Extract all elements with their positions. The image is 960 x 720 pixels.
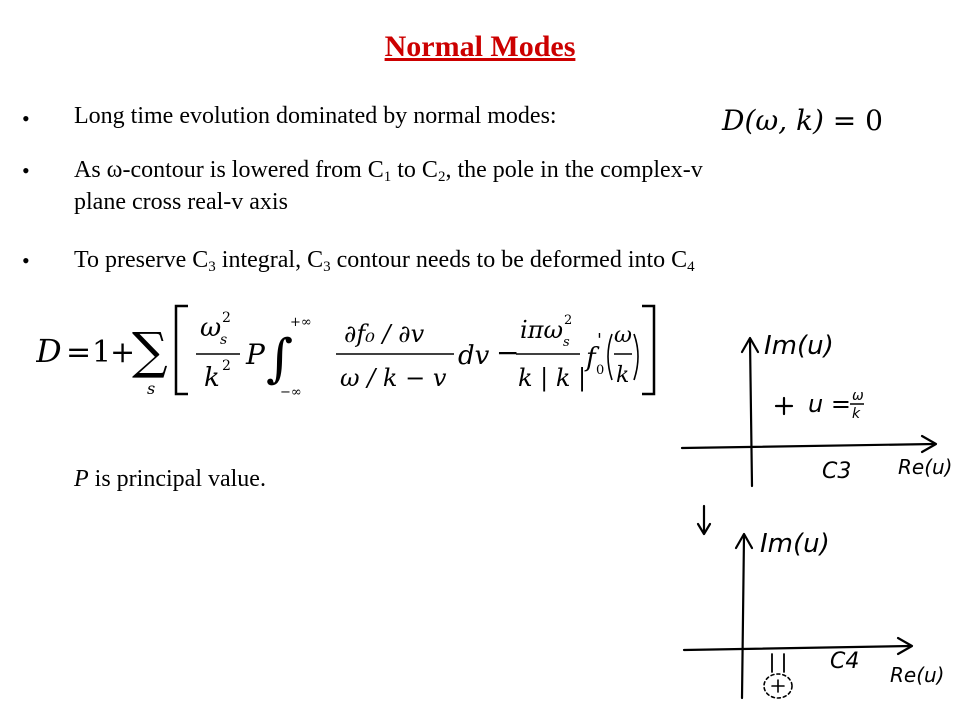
bullet-marker: • [22, 106, 30, 131]
arg-denominator: k [616, 363, 630, 388]
inline-equation [722, 104, 883, 137]
integral-lower-limit: −∞ [280, 385, 302, 400]
frac3-denominator: k | k | [518, 364, 587, 392]
principal-value-note [74, 466, 266, 493]
bullet-text-2-line2: plane cross real-v axis [74, 189, 288, 215]
dv: dv [458, 341, 490, 371]
subscript: 2 [437, 169, 446, 185]
term1-num-sup: 2 [222, 310, 231, 326]
contour-detour [772, 654, 784, 672]
contour-c4-label: C4 [830, 649, 860, 674]
left-paren [608, 334, 612, 380]
pole-frac-num: ω [852, 388, 864, 404]
frac2-denominator: ω / k − v [340, 364, 447, 392]
integral-sign: ∫ [266, 329, 294, 389]
eq-d: D [36, 332, 62, 370]
f0-sub: 0 [596, 363, 605, 378]
text-run: As [74, 157, 107, 183]
text-run: to C [391, 157, 438, 183]
text-run: contour needs to be deformed into C [330, 247, 688, 273]
bullet-text-2 [74, 154, 703, 186]
imag-axis-top [750, 340, 752, 486]
contour-sketch [664, 320, 960, 720]
f0-prime: ' [597, 330, 602, 351]
principal-p: P [246, 338, 265, 371]
right-paren [634, 334, 638, 380]
frac3-num-sup: 2 [564, 313, 573, 328]
real-axis-bottom [684, 646, 910, 650]
left-bracket [176, 306, 188, 394]
summation-sign: ∑ [132, 322, 168, 380]
subscript: 3 [208, 259, 216, 275]
inline-eq-d: D [722, 104, 745, 137]
frac2-numerator: ∂f₀ / ∂v [344, 320, 425, 348]
text-run: To preserve C [74, 247, 209, 273]
dispersion-equation [36, 298, 656, 402]
real-axis-top [682, 444, 934, 448]
subscript: 4 [687, 259, 695, 275]
inline-eq-rhs: = 0 [823, 104, 883, 137]
re-u-label-bottom: Re(u) [890, 663, 945, 687]
eq-minus: − [496, 336, 520, 369]
bullet-text-1: Long time evolution dominated by normal modes: [74, 103, 557, 129]
text-run: integral, C [215, 247, 324, 273]
bullet-text-3 [74, 244, 695, 276]
im-u-label-bottom: Im(u) [760, 529, 830, 559]
slide-title: Normal Modes [384, 30, 576, 63]
pole-marker [776, 398, 792, 414]
principal-p-text: P [74, 466, 89, 492]
term1-denominator: k [204, 363, 220, 393]
omega-symbol: ω [106, 157, 123, 183]
bullet-marker: • [22, 158, 30, 183]
term1-numerator: ω [200, 313, 222, 343]
right-bracket [642, 306, 654, 394]
f0: f [586, 343, 596, 373]
eq-one: 1 [92, 335, 112, 370]
text-run: is principal value. [88, 466, 266, 492]
integral-upper-limit: +∞ [290, 315, 312, 330]
pole-label: u = [808, 390, 851, 418]
term1-num-sub: s [220, 332, 228, 348]
imag-axis-bottom [742, 536, 744, 698]
subscript: 3 [323, 259, 331, 275]
pole-marker [772, 680, 784, 692]
contour-c3-label: C3 [822, 459, 852, 484]
term1-den-sup: 2 [222, 358, 231, 374]
text-run: , the pole in the complex-v [445, 157, 703, 183]
inline-eq-args: (ω, k) [744, 104, 824, 137]
text-run: -contour is lowered from C [122, 157, 384, 183]
frac3-num-sub: s [563, 335, 570, 350]
eq-equals: = [66, 335, 92, 370]
im-u-label-top: Im(u) [764, 331, 834, 361]
bullet-marker: • [22, 248, 30, 273]
eq-plus: + [110, 335, 136, 370]
subscript: 1 [383, 169, 392, 185]
re-u-label-top: Re(u) [898, 455, 953, 479]
sum-index: s [147, 379, 156, 398]
frac3-numerator: iπω [520, 316, 564, 344]
arg-numerator: ω [614, 323, 632, 348]
pole-frac-den: k [852, 406, 861, 422]
